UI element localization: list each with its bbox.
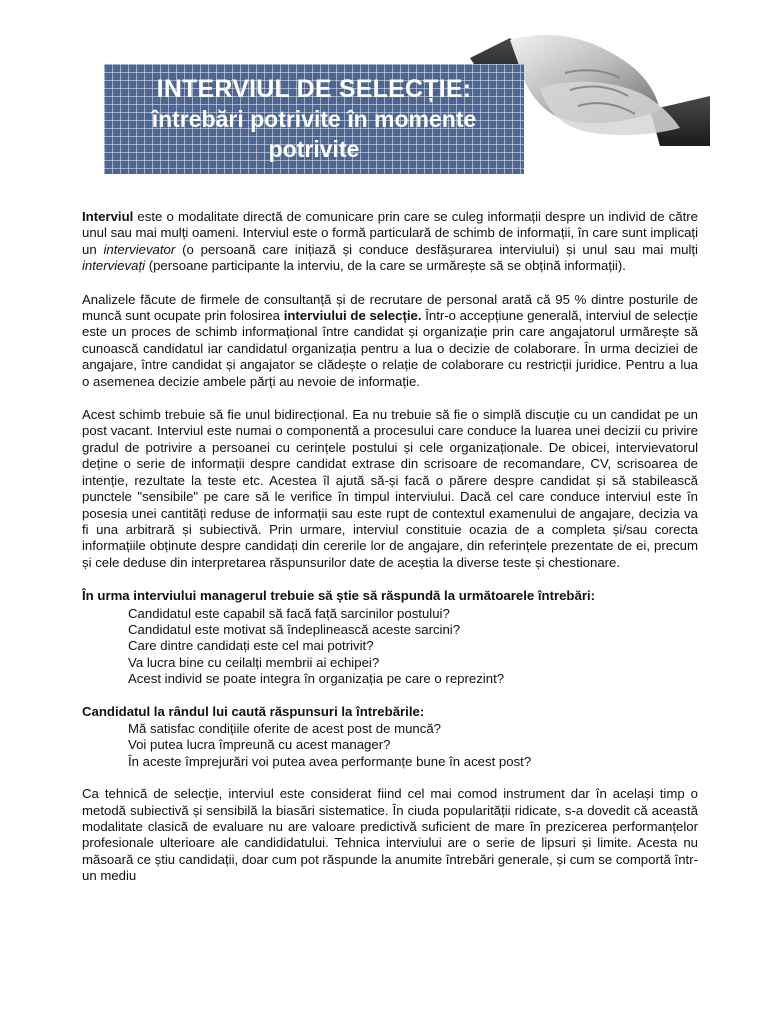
- analysis-text-2: Într-o accepțiune generală, interviul de selecție este un proces de schimb informațional între candidat și organizație prin care angajatorul urmărește să cunoască candidatul iar candidatul organizația pentru a lua o decizie de colaborare. În urma deciziei de angajare, între candidat și angajator se clădește o relație de colaborare cu restricții juridice. Pentru a lua o asemenea decizie ambele părți au nevoie de informație.: [82, 308, 698, 389]
- intro-em-2: intervievați: [82, 258, 146, 274]
- paragraph-technique: Ca tehnică de selecție, interviul este considerat fiind cel mai comod instrument dar în același timp o metodă subiectivă și sensibilă la biasări sistematice. În ciuda popularității ridicate, s-a dovedit că această modalitate clasică de evaluare nu are valoare predictivă suficient de mare în prezicerea performanțelor profesionale ulterioare ale candididatului. Tehnica interviului are o serie de lipsuri și limite. Acesta nu măsoară ce știu candidații, doar cum pot răspunde la anumite întrebări generale, și cum se comportă într-un mediu: [82, 786, 698, 884]
- intro-text-1: este o modalitate directă de comunicare prin care se culeg informații despre un individ de către unul sau mai mulți oameni. Interviul este o formă particulară de schimb de informații, în care sunt implicați un: [82, 209, 698, 257]
- list-item: Candidatul este capabil să facă față sarcinilor postului?: [128, 605, 450, 621]
- candidate-questions-heading: Candidatul la rândul lui caută răspunsuri la întrebările:: [82, 703, 425, 719]
- intro-lead: Interviul: [82, 209, 134, 224]
- title-line-2: întrebări potrivite în momente: [151, 106, 477, 132]
- title-line-1: INTERVIUL DE SELECȚIE:: [156, 75, 472, 103]
- list-item: Care dintre candidați este cel mai potrivit?: [128, 638, 374, 654]
- list-item: Va lucra bine cu ceilalți membrii ai echipei?: [128, 654, 380, 670]
- analysis-strong: interviului de selecție.: [283, 308, 422, 324]
- list-item: Acest individ se poate integra în organizația pe care o reprezint?: [128, 671, 505, 687]
- intro-em-1: intervievator: [103, 241, 176, 257]
- manager-questions-list: [82, 606, 698, 688]
- analysis-text-1: Analizele făcute de firmele de consultanță și de recrutare de personal arată că 95 % dintre posturile de muncă sunt ocupate prin folosirea: [82, 291, 698, 324]
- list-item: Mă satisfac condițiile oferite de acest post de muncă?: [128, 720, 442, 736]
- manager-questions-heading: În urma interviului managerul trebuie să știe să răspundă la următoarele întrebări:: [82, 588, 596, 604]
- title-line-3: potrivite: [268, 136, 360, 162]
- list-item: Candidatul este motivat să îndeplinească aceste sarcini?: [128, 621, 461, 637]
- paragraph-intro: [82, 209, 698, 275]
- paragraph-analysis: [82, 292, 698, 390]
- candidate-questions-list: [82, 721, 698, 770]
- title-banner: [104, 64, 524, 174]
- intro-text-2: (o persoană care inițiază și conduce desfășurarea interviului) și unul sau mai mulți: [175, 241, 698, 257]
- document-body: [82, 209, 698, 902]
- paragraph-exchange: Acest schimb trebuie să fie unul bidirecțional. Ea nu trebuie să fie o simplă discuție cu un candidat pe un post vacant. Interviul este numai o componentă a procesului care conduce la luarea unei decizii cu privire gradul de potrivire a persoanei cu cerințele postului și cele organizaționale. De obicei, intervievatorul deține o serie de informații despre candidat extrase din scrisoare de recomandare, CV, scrisoarea de intenție, rezultate la teste etc. Acestea îl ajută să-și facă o părere despre candidat și să stabilească punctele "sensibile" pe care să le verifice în timpul interviului. Dacă cel care conduce interviul este în posesia unei cantități reduse de informații sau este rupt de contextul examenului de angajare, decizia va fi una arbitrară și subiectivă. Prin urmare, interviul constituie ocazia de a completa și/sau corecta informațiile obținute despre candidați din cererile lor de angajare, din referințele prezentate de ei, precum și cele deduse din interpretarea răspunsurilor date de aceștia la diverse teste și chestionare.: [82, 407, 698, 570]
- list-item: În aceste împrejurări voi putea avea performanțe bune în acest post?: [128, 753, 532, 769]
- intro-text-3: (persoane participante la interviu, de la care se urmărește să se obțină informații).: [145, 258, 626, 274]
- list-item: Voi putea lucra împreună cu acest manager?: [128, 737, 391, 753]
